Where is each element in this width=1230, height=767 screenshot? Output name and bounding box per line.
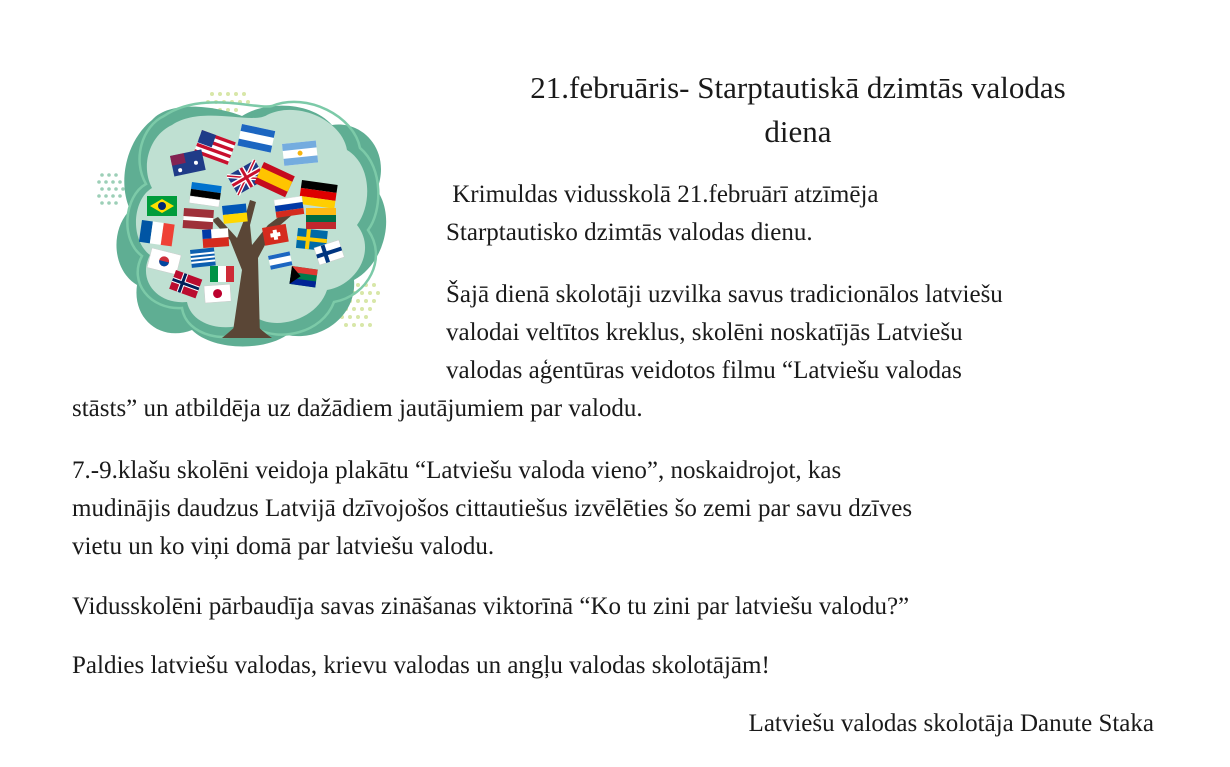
title-line-2: diena xyxy=(764,114,832,149)
paragraph-thanks xyxy=(72,647,770,685)
paragraph-intro-line-1: Krimuldas vidusskolā 21.februārī atzīmēja xyxy=(446,181,879,208)
paragraph-intro xyxy=(446,176,879,252)
paragraph-poster-line-2: mudinājis daudzus Latvijā dzīvojošos cittautiešus izvēlēties šo zemi par savu dzīves xyxy=(72,495,913,522)
flags-tree-icon xyxy=(92,80,402,355)
paragraph-teachers-line-1: Šajā dienā skolotāji uzvilka savus tradicionālos latviešu xyxy=(446,281,1003,308)
paragraph-teachers xyxy=(446,276,1003,390)
page-title xyxy=(440,66,1156,154)
flags-tree-illustration xyxy=(92,80,402,355)
paragraph-intro-line-2: Starptautisko dzimtās valodas dienu. xyxy=(446,219,813,246)
signature: Latviešu valodas skolotāja Danute Staka xyxy=(748,710,1154,737)
paragraph-quiz-line-1: Vidusskolēni pārbaudīja savas zināšanas viktorīnā “Ko tu zini par latviešu valodu?” xyxy=(72,593,910,620)
paragraph-quiz xyxy=(72,588,909,626)
paragraph-poster xyxy=(72,452,912,566)
title-line-1: 21.februāris- Starptautiskā dzimtās valodas xyxy=(530,70,1066,105)
paragraph-poster-line-3: vietu un ko viņi domā par latviešu valodu. xyxy=(72,533,495,560)
paragraph-teachers-continued xyxy=(72,390,643,428)
paragraph-teachers-line-4: stāsts” un atbildēja uz dažādiem jautājumiem par valodu. xyxy=(72,395,643,422)
paragraph-thanks-line-1: Paldies latviešu valodas, krievu valodas un angļu valodas skolotājām! xyxy=(72,652,770,679)
paragraph-poster-line-1: 7.-9.klašu skolēni veidoja plakātu “Latviešu valoda vieno”, noskaidrojot, kas xyxy=(72,457,842,484)
paragraph-teachers-line-2: valodai veltītos kreklus, skolēni noskatījās Latviešu xyxy=(446,319,963,346)
left-dots-decoration xyxy=(97,173,125,205)
paragraph-teachers-line-3: valodas aģentūras veidotos filmu “Latviešu valodas xyxy=(446,357,962,384)
